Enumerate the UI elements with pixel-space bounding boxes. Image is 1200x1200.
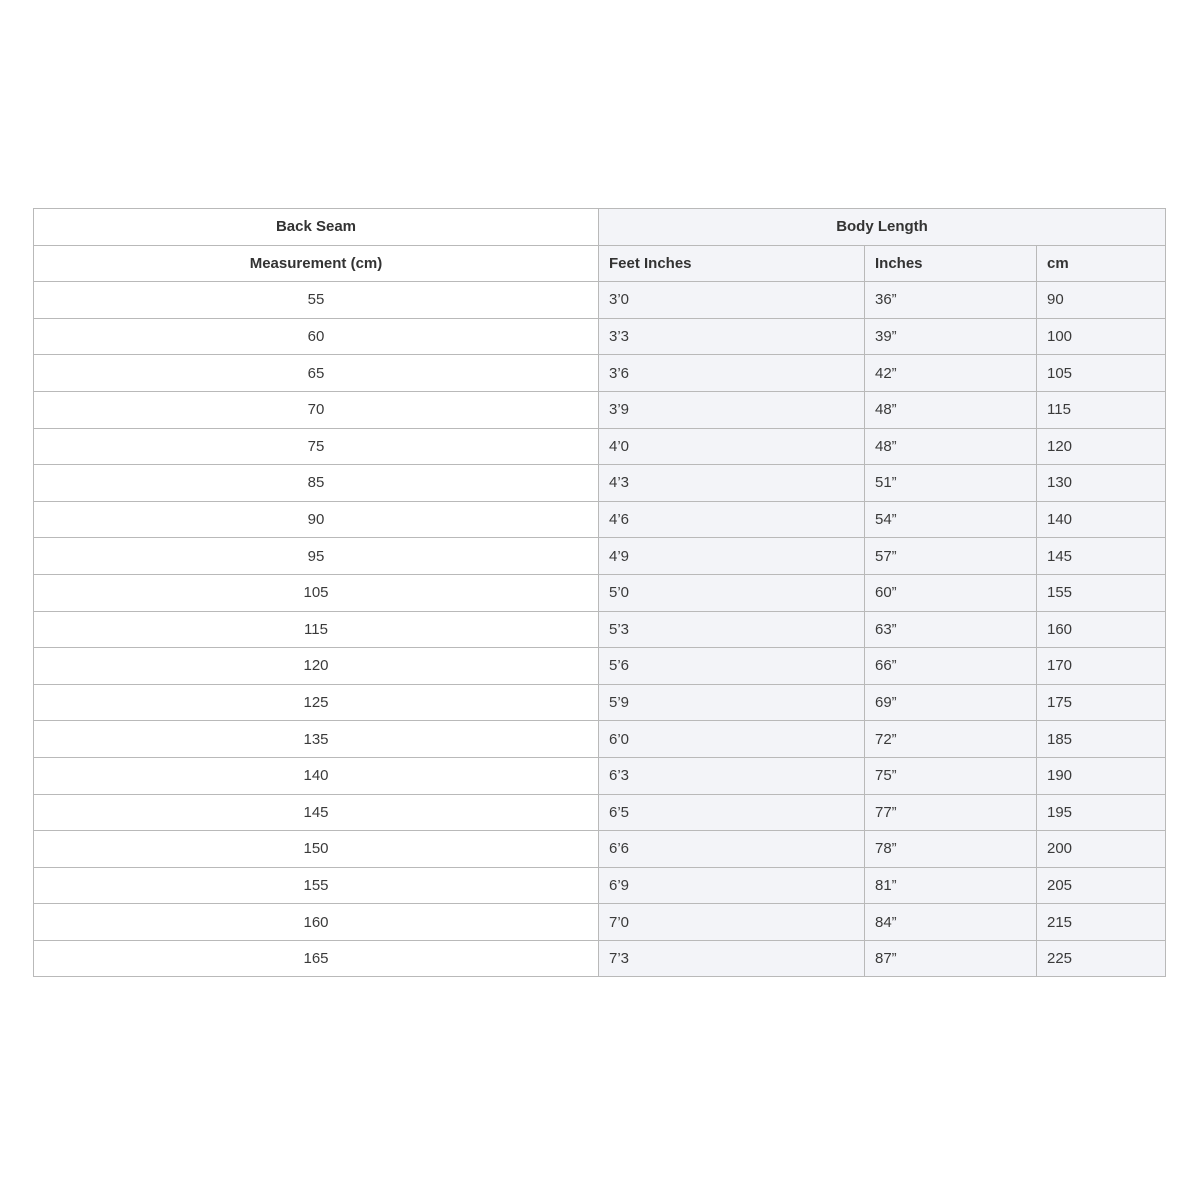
body-length-header: Body Length: [599, 209, 1166, 246]
measurement-cell: 160: [34, 904, 599, 941]
measurement-cell: 65: [34, 355, 599, 392]
table-row: [34, 318, 1166, 355]
feet-inches-cell: 3’3: [599, 318, 865, 355]
feet-inches-cell: 5’9: [599, 684, 865, 721]
feet-inches-cell: 3’6: [599, 355, 865, 392]
table-row: [34, 940, 1166, 977]
measurement-cell: 155: [34, 867, 599, 904]
feet-inches-cell: 5’6: [599, 648, 865, 685]
feet-inches-cell: 7’3: [599, 940, 865, 977]
inches-cell: 60”: [865, 574, 1037, 611]
table-row: [34, 538, 1166, 575]
feet-inches-cell: 6’5: [599, 794, 865, 831]
inches-cell: 54”: [865, 501, 1037, 538]
table-row: [34, 648, 1166, 685]
feet-inches-cell: 4’0: [599, 428, 865, 465]
inches-cell: 39”: [865, 318, 1037, 355]
cm-cell: 170: [1037, 648, 1166, 685]
measurement-cell: 105: [34, 574, 599, 611]
cm-cell: 140: [1037, 501, 1166, 538]
measurement-cell: 140: [34, 757, 599, 794]
table-row: [34, 501, 1166, 538]
table-row: [34, 831, 1166, 868]
table-header: [34, 209, 1166, 282]
feet-inches-cell: 5’0: [599, 574, 865, 611]
table-row: [34, 904, 1166, 941]
measurement-cell: 150: [34, 831, 599, 868]
inches-cell: 84”: [865, 904, 1037, 941]
cm-cell: 115: [1037, 391, 1166, 428]
table-row: [34, 611, 1166, 648]
measurement-cell: 95: [34, 538, 599, 575]
measurement-cell: 125: [34, 684, 599, 721]
table-row: [34, 355, 1166, 392]
inches-header: Inches: [865, 245, 1037, 282]
inches-cell: 72”: [865, 721, 1037, 758]
table-row: [34, 465, 1166, 502]
feet-inches-cell: 4’3: [599, 465, 865, 502]
feet-inches-cell: 7’0: [599, 904, 865, 941]
measurement-cell: 60: [34, 318, 599, 355]
feet-inches-cell: 3’9: [599, 391, 865, 428]
feet-inches-header: Feet Inches: [599, 245, 865, 282]
feet-inches-cell: 5’3: [599, 611, 865, 648]
feet-inches-cell: 4’6: [599, 501, 865, 538]
table-row: [34, 574, 1166, 611]
cm-cell: 215: [1037, 904, 1166, 941]
table-body: [34, 282, 1166, 977]
size-chart-table: [33, 208, 1166, 977]
table-row: [34, 282, 1166, 319]
table-row: [34, 794, 1166, 831]
measurement-cell: 165: [34, 940, 599, 977]
cm-cell: 175: [1037, 684, 1166, 721]
inches-cell: 48”: [865, 428, 1037, 465]
inches-cell: 36”: [865, 282, 1037, 319]
table-row: [34, 721, 1166, 758]
measurement-header: Measurement (cm): [34, 245, 599, 282]
feet-inches-cell: 6’6: [599, 831, 865, 868]
cm-cell: 225: [1037, 940, 1166, 977]
inches-cell: 57”: [865, 538, 1037, 575]
cm-cell: 195: [1037, 794, 1166, 831]
feet-inches-cell: 4’9: [599, 538, 865, 575]
inches-cell: 87”: [865, 940, 1037, 977]
table-row: [34, 757, 1166, 794]
measurement-cell: 145: [34, 794, 599, 831]
inches-cell: 63”: [865, 611, 1037, 648]
cm-cell: 185: [1037, 721, 1166, 758]
measurement-cell: 135: [34, 721, 599, 758]
feet-inches-cell: 6’9: [599, 867, 865, 904]
feet-inches-cell: 3’0: [599, 282, 865, 319]
measurement-cell: 115: [34, 611, 599, 648]
cm-cell: 130: [1037, 465, 1166, 502]
measurement-cell: 55: [34, 282, 599, 319]
feet-inches-cell: 6’0: [599, 721, 865, 758]
inches-cell: 51”: [865, 465, 1037, 502]
cm-cell: 190: [1037, 757, 1166, 794]
cm-cell: 120: [1037, 428, 1166, 465]
inches-cell: 48”: [865, 391, 1037, 428]
cm-cell: 145: [1037, 538, 1166, 575]
back-seam-header: Back Seam: [34, 209, 599, 246]
cm-cell: 105: [1037, 355, 1166, 392]
measurement-cell: 85: [34, 465, 599, 502]
inches-cell: 81”: [865, 867, 1037, 904]
cm-cell: 155: [1037, 574, 1166, 611]
inches-cell: 69”: [865, 684, 1037, 721]
table-row: [34, 428, 1166, 465]
table-row: [34, 867, 1166, 904]
table-row: [34, 391, 1166, 428]
sub-header-row: [34, 245, 1166, 282]
inches-cell: 75”: [865, 757, 1037, 794]
group-header-row: [34, 209, 1166, 246]
inches-cell: 78”: [865, 831, 1037, 868]
measurement-cell: 90: [34, 501, 599, 538]
cm-cell: 90: [1037, 282, 1166, 319]
measurement-cell: 75: [34, 428, 599, 465]
cm-cell: 160: [1037, 611, 1166, 648]
inches-cell: 66”: [865, 648, 1037, 685]
inches-cell: 77”: [865, 794, 1037, 831]
measurement-cell: 70: [34, 391, 599, 428]
inches-cell: 42”: [865, 355, 1037, 392]
cm-cell: 100: [1037, 318, 1166, 355]
cm-cell: 200: [1037, 831, 1166, 868]
measurement-cell: 120: [34, 648, 599, 685]
cm-cell: 205: [1037, 867, 1166, 904]
cm-header: cm: [1037, 245, 1166, 282]
table-row: [34, 684, 1166, 721]
feet-inches-cell: 6’3: [599, 757, 865, 794]
